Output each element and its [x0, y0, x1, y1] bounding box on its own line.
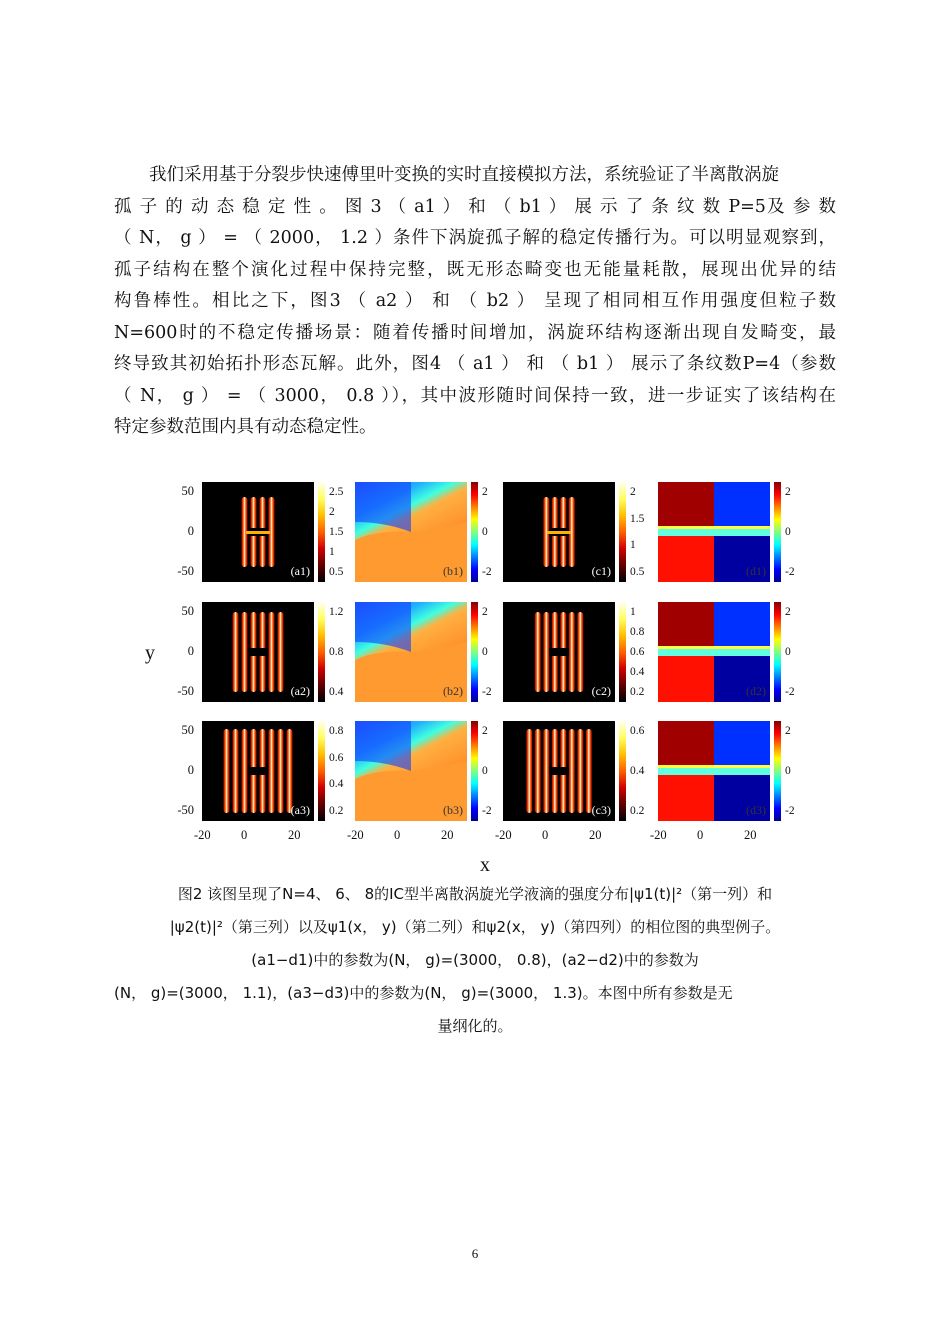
caption-line: 图2 该图呈现了N=4、 6、 8的IC型半离散涡旋光学液滴的强度分布|ψ1(t)|²（第一列）和: [177, 885, 773, 903]
y-tick-label: -50: [177, 684, 194, 698]
colorbar-tick-label: 0.5: [329, 566, 344, 578]
body-paragraph: [114, 160, 836, 444]
phase-panel: [658, 482, 770, 582]
caption-line: |ψ2(t)|²（第三列）以及ψ1(x， y)（第二列）和ψ2(x， y)（第四列）的相位图的典型例子。: [169, 918, 781, 936]
colorbar: [774, 602, 781, 702]
intensity-panel: [202, 482, 314, 582]
colorbar-tick-label: 2: [482, 725, 488, 737]
colorbar-tick-label: 1: [630, 606, 636, 618]
caption-line: 量纲化的。: [437, 1017, 513, 1035]
body-line: 孤 子 的 动 态 稳 定 性 。 图 3 （ a1 ） 和 （ b1 ） 展 示 了 条 纹 数 P=5及 参 数: [114, 196, 836, 217]
y-tick-label: 0: [187, 763, 194, 777]
panel-label: (a3): [290, 803, 310, 817]
page-number: 6: [471, 1246, 479, 1261]
colorbar-tick-label: 0.8: [329, 646, 344, 658]
caption-line: (N， g)=(3000， 1.1)，(a3−d3)中的参数为(N， g)=(3000， 1.3)。本图中所有参数是无: [114, 984, 733, 1002]
colorbar-tick-label: 0.4: [630, 666, 645, 678]
colorbar-tick-label: -2: [482, 686, 492, 698]
colorbar-tick-label: 2.5: [329, 486, 344, 498]
colorbar: [471, 602, 478, 702]
panel-label: (a2): [290, 684, 310, 698]
body-line: 孤子结构在整个演化过程中保持完整，既无形态畸变也无能量耗散，展现出优异的结: [114, 259, 836, 280]
colorbar-tick-label: 2: [630, 486, 636, 498]
colorbar-tick-label: -2: [785, 686, 795, 698]
intensity-panel: [503, 721, 615, 821]
colorbar-tick-label: 0.6: [630, 725, 645, 737]
panel-label: (c3): [591, 803, 611, 817]
colorbar-tick-label: 2: [482, 606, 488, 618]
colorbar-tick-label: 0: [482, 526, 488, 538]
body-line: 终导致其初始拓扑形态瓦解。此外，图4 （ a1 ） 和 （ b1 ） 展示了条纹数P=4（参数: [114, 354, 836, 374]
colorbar-tick-label: 0: [785, 646, 791, 658]
x-tick-label: 20: [744, 828, 757, 842]
intensity-panel: [202, 602, 314, 702]
y-tick-label: 50: [181, 604, 194, 618]
colorbar-tick-label: 0: [785, 765, 791, 777]
colorbar: [318, 721, 325, 821]
panel-label: (d2): [746, 684, 766, 698]
x-tick-label: 0: [241, 828, 248, 842]
colorbar-tick-label: 1.5: [630, 512, 645, 525]
figure-caption: [114, 878, 836, 1043]
colorbar-tick-label: 0.4: [329, 778, 344, 791]
y-tick-label: -50: [177, 803, 194, 817]
intensity-panel: [503, 482, 615, 582]
caption-line: (a1−d1)中的参数为(N， g)=(3000， 0.8)，(a2−d2)中的参数为: [251, 951, 699, 969]
colorbar-tick-label: 0.2: [329, 805, 344, 817]
colorbar: [774, 482, 781, 582]
colorbar-tick-label: 2: [482, 486, 488, 498]
colorbar: [471, 482, 478, 582]
colorbar-tick-label: -2: [785, 566, 795, 578]
x-tick-label: 0: [697, 828, 704, 842]
colorbar-tick-label: 0: [482, 765, 488, 777]
phase-panel: [658, 602, 770, 702]
x-axis-label: x: [480, 854, 490, 876]
intensity-panel: [202, 721, 314, 821]
intensity-panel: [503, 602, 615, 702]
panel-label: (b1): [443, 564, 463, 578]
colorbar: [619, 602, 626, 702]
body-line: 构鲁棒性。相比之下，图3 （ a2 ） 和 （ b2 ） 呈现了相同相互作用强度但粒子数: [114, 291, 836, 311]
figure-2: [145, 470, 830, 880]
panel-label: (d1): [746, 564, 766, 578]
panel-label: (b3): [443, 803, 463, 817]
panel-label: (b2): [443, 684, 463, 698]
body-line: 特定参数范围内具有动态稳定性。: [114, 417, 377, 437]
y-axis-label: y: [145, 642, 155, 664]
x-tick-label: -20: [495, 828, 512, 842]
y-tick-label: 0: [187, 524, 194, 538]
y-tick-label: 0: [187, 644, 194, 658]
colorbar-tick-label: 0: [785, 526, 791, 538]
panel-label: (c2): [591, 684, 611, 698]
colorbar-tick-label: 0.4: [630, 765, 645, 777]
colorbar-tick-label: 0.2: [630, 686, 645, 698]
phase-panel: [355, 482, 467, 582]
x-tick-label: -20: [650, 828, 667, 842]
phase-panel: [355, 721, 467, 821]
colorbar: [619, 721, 626, 821]
colorbar-tick-label: 0.2: [630, 805, 645, 817]
colorbar-tick-label: 1: [630, 539, 636, 552]
colorbar-tick-label: 0: [482, 646, 488, 658]
colorbar-tick-label: 2: [785, 606, 791, 618]
phase-panel: [355, 602, 467, 702]
colorbar-tick-label: 0.8: [630, 626, 645, 638]
colorbar-tick-label: 1.2: [329, 606, 344, 618]
x-tick-label: 20: [441, 828, 454, 842]
colorbar: [318, 602, 325, 702]
panel-label: (a1): [290, 564, 310, 578]
colorbar-tick-label: 2: [785, 486, 791, 498]
body-line: （ N， g ） = （ 3000， 0.8 ）），其中波形随时间保持一致，进一步证实了该结构在: [114, 385, 836, 406]
body-line: 我们采用基于分裂步快速傅里叶变换的实时直接模拟方法，系统验证了半离散涡旋: [149, 165, 779, 185]
colorbar-tick-label: 2: [785, 725, 791, 737]
panel-label: (d3): [746, 803, 766, 817]
colorbar-tick-label: 1.5: [329, 526, 344, 538]
colorbar-tick-label: 0.4: [329, 686, 344, 698]
colorbar: [471, 721, 478, 821]
colorbar-tick-label: -2: [482, 566, 492, 578]
colorbar-tick-label: 0.8: [329, 725, 344, 737]
colorbar-tick-label: 1: [329, 546, 335, 558]
colorbar: [318, 482, 325, 582]
phase-panel: [658, 721, 770, 821]
colorbar-tick-label: -2: [482, 805, 492, 817]
x-tick-label: 0: [542, 828, 549, 842]
y-tick-label: -50: [177, 564, 194, 578]
colorbar-tick-label: 2: [329, 506, 335, 518]
body-line: N=600时的不稳定传播场景：随着传播时间增加，涡旋环结构逐渐出现自发畸变，最: [114, 322, 836, 343]
x-tick-label: 20: [589, 828, 602, 842]
colorbar-tick-label: 0.5: [630, 566, 645, 578]
colorbar-tick-label: 0.6: [630, 646, 645, 658]
y-tick-label: 50: [181, 723, 194, 737]
x-tick-label: -20: [347, 828, 364, 842]
y-tick-label: 50: [181, 484, 194, 498]
x-tick-label: -20: [194, 828, 211, 842]
x-tick-label: 20: [288, 828, 301, 842]
panel-label: (c1): [591, 564, 611, 578]
colorbar: [619, 482, 626, 582]
x-tick-label: 0: [394, 828, 401, 842]
body-line: （ N， g ） = （ 2000， 1.2 ）条件下涡旋孤子解的稳定传播行为。可以明显观察到，: [114, 228, 836, 248]
colorbar: [774, 721, 781, 821]
colorbar-tick-label: -2: [785, 805, 795, 817]
colorbar-tick-label: 0.6: [329, 751, 344, 764]
